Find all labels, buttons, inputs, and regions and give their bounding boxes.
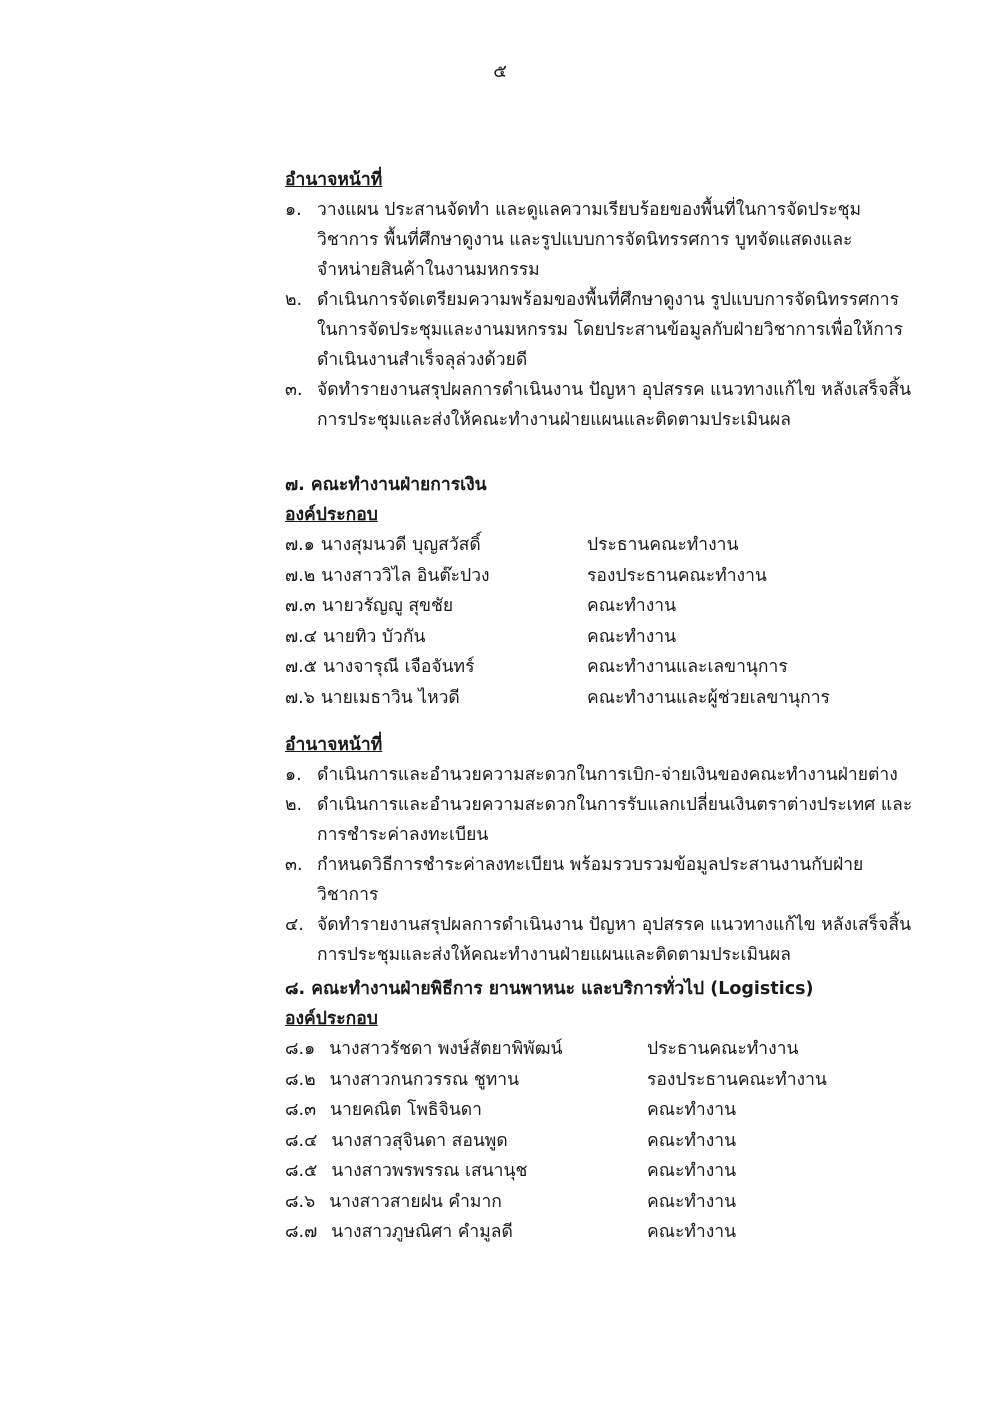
member-role: คณะทำงานและผู้ช่วยเลขานุการ [587,687,830,708]
member-row [285,561,915,592]
list-item [285,850,915,910]
member-row [285,1126,915,1157]
list-text: จัดทำรายงานสรุปผลการดำเนินงาน ปัญหา อุปสรรค แนวทางแก้ไข หลังเสร็จสิ้นการประชุมและส่งให้คณะทำงานฝ่ายแผนและติดตามประเมินผล [317,380,912,430]
member-number: ๘.๒ [285,1069,316,1090]
list-item [285,195,915,285]
member-role: คณะทำงาน [647,1100,737,1120]
member-number: ๗.๑ [285,535,315,555]
list-text: ดำเนินการจัดเตรียมความพร้อมของพื้นที่ศึกษาดูงาน รูปแบบการจัดนิทรรศการในการจัดประชุมและงานมหกรรม โดยประสานข้อมูลกับฝ่ายวิชาการเพื่อให้การดำเนินงานสำเร็จลุล่วงด้วยดี [317,290,904,370]
composition-heading: องค์ประกอบ [285,1009,378,1029]
member-row [285,1187,915,1218]
member-role: คณะทำงาน [647,1222,737,1242]
duties-heading: อำนาจหน้าที่ [285,735,383,755]
member-row [285,622,915,653]
member-number: ๗.๔ [285,626,317,647]
member-name: นางจารุณี เจือจันทร์ [322,657,475,677]
list-text: ดำเนินการและอำนวยความสะดวกในการรับแลกเปลี่ยนเงินตราต่างประเทศ และการชำระค่าลงทะเบียน [317,795,913,845]
member-number: ๘.๕ [285,1161,318,1181]
member-number: ๘.๖ [285,1191,316,1212]
member-role: คณะทำงานและเลขานุการ [587,657,788,677]
list-item [285,285,915,375]
list-item [285,760,915,790]
member-name: นายวรัญญู สุขชัย [321,596,454,616]
list-number: ๑. [285,765,302,785]
page-number: ๕ [493,61,507,82]
member-name: นางสาววิไล อินต๊ะปวง [321,565,490,586]
member-name: นายคณิต โพธิจินดา [330,1100,482,1120]
member-name: นางสาวกนกวรรณ ชูทาน [329,1069,520,1090]
member-role: คณะทำงาน [647,1191,737,1212]
section-7-duties [285,730,915,970]
member-role: ประธานคณะทำงาน [647,1039,799,1059]
member-row [285,530,915,561]
member-name: นางสาวสุจินดา สอนพูด [331,1130,508,1151]
member-name: นางสาวสายฝน คำมาก [329,1191,502,1212]
member-row [285,1034,915,1065]
member-role: คณะทำงาน [647,1130,737,1151]
list-number: ๓. [285,380,303,400]
member-row [285,1095,915,1126]
member-role: คณะทำงาน [647,1161,737,1181]
member-name: นางสุมนวดี บุญสวัสดิ์ [320,535,481,555]
member-number: ๘.๔ [285,1130,318,1151]
section-8 [285,974,915,1248]
member-role: ประธานคณะทำงาน [587,535,739,555]
member-role: รองประธานคณะทำงาน [647,1069,827,1090]
member-number: ๗.๕ [285,657,317,677]
member-number: ๗.๒ [285,565,316,586]
list-number: ๒. [285,795,303,815]
list-number: ๓. [285,855,303,875]
section-7 [285,470,915,713]
member-number: ๗.๖ [285,687,315,708]
list-text: ดำเนินการและอำนวยความสะดวกในการเบิก-จ่ายเงินของคณะทำงานฝ่ายต่าง [317,765,898,785]
duties-heading: อำนาจหน้าที่ [285,170,383,190]
member-row [285,1156,915,1187]
list-item [285,790,915,850]
list-number: ๒. [285,290,303,310]
duties-section-a [285,165,915,435]
member-row [285,591,915,622]
member-name: นายเมธาวิน ไหวดี [320,687,460,708]
list-text: วางแผน ประสานจัดทำ และดูแลความเรียบร้อยของพื้นที่ในการจัดประชุมวิชาการ พื้นที่ศึกษาดูงาน และรูปแบบการจัดนิทรรศการ บูทจัดแสดงและจำหน่ายสินค้าในงานมหกรรม [317,200,862,280]
list-text: กำหนดวิธีการชำระค่าลงทะเบียน พร้อมรวบรวมข้อมูลประสานงานกับฝ่ายวิชาการ [317,855,864,905]
member-name: นางสาวรัชดา พงษ์สัตยาพิพัฒน์ [329,1039,563,1059]
section-title: ๗. คณะทำงานฝ่ายการเงิน [285,475,487,495]
member-number: ๘.๗ [285,1222,318,1242]
member-number: ๘.๓ [285,1100,317,1120]
member-name: นางสาวพรพรรณ เสนานุช [331,1161,528,1181]
member-row [285,1065,915,1096]
member-row [285,652,915,683]
list-number: ๑. [285,200,302,220]
member-role: รองประธานคณะทำงาน [587,565,767,586]
member-number: ๗.๓ [285,596,316,616]
member-name: นายทิว บัวกัน [322,626,426,647]
list-text: จัดทำรายงานสรุปผลการดำเนินงาน ปัญหา อุปสรรค แนวทางแก้ไข หลังเสร็จสิ้นการประชุมและส่งให้คณะทำงานฝ่ายแผนและติดตามประเมินผล [317,915,912,965]
composition-heading: องค์ประกอบ [285,505,378,525]
member-name: นางสาวภูษณิศา คำมูลดี [331,1222,513,1242]
list-item [285,375,915,435]
member-row [285,683,915,714]
member-row [285,1217,915,1248]
member-role: คณะทำงาน [587,626,677,647]
member-role: คณะทำงาน [587,596,677,616]
list-item [285,910,915,970]
member-number: ๘.๑ [285,1039,316,1059]
section-title: ๘. คณะทำงานฝ่ายพิธีการ ยานพาหนะ และบริการทั่วไป (Logistics) [285,979,814,999]
list-number: ๔. [285,915,304,935]
